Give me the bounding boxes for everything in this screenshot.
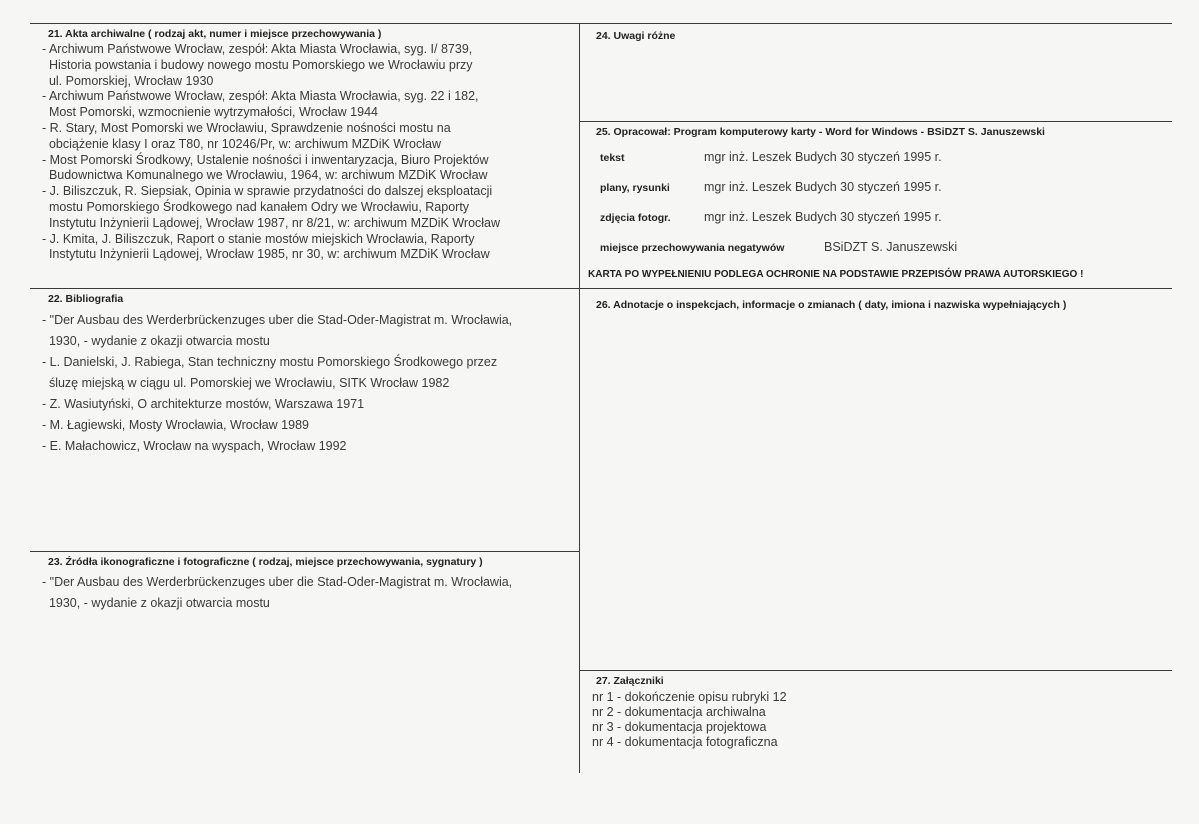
list-item: - L. Danielski, J. Rabiega, Stan techniczny mostu Pomorskiego Środkowego przez [42,355,498,369]
section-21-list [42,42,500,263]
section-26-title: 26. Adnotacje o inspekcjach, informacje o zmianach ( daty, imiona i nazwiska wypełniających ) [596,299,1067,311]
copyright-notice: KARTA PO WYPEŁNIENIU PODLEGA OCHRONIE NA PODSTAWIE PRZEPISÓW PRAWA AUTORSKIEGO ! [588,269,1084,280]
list-item: obciążenie klasy I oraz T80, nr 10246/Pr, w: archiwum MZDiK Wrocław [42,136,441,151]
author-row-text [600,150,942,164]
divider-24-25 [580,121,1172,122]
divider-22-23 [30,551,579,552]
divider-21-22 [30,288,579,289]
list-item: 1930, - wydanie z okazji otwarcia mostu [42,334,270,348]
list-item: nr 2 - dokumentacja archiwalna [592,705,766,719]
author-row-label: plany, rysunki [600,182,670,194]
negatives-row [600,240,957,254]
author-row-label: zdjęcia fotogr. [600,212,671,224]
section-22-list [42,310,512,457]
center-divider [579,23,580,773]
list-item: - Archiwum Państwowe Wrocław, zespół: Akta Miasta Wrocławia, syg. I/ 8739, [42,42,473,56]
page-bottom-edge [0,824,1199,838]
list-item: - Most Pomorski Środkowy, Ustalenie nośności i inwentaryzacja, Biuro Projektów [42,152,489,167]
author-row-value: mgr inż. Leszek Budych 30 styczeń 1995 r. [704,180,942,194]
list-item: - R. Stary, Most Pomorski we Wrocławiu, Sprawdzenie nośności mostu na [42,120,451,135]
section-22-title: 22. Bibliografia [48,293,124,305]
list-item: - E. Małachowicz, Wrocław na wyspach, Wrocław 1992 [42,439,347,453]
list-item: 1930, - wydanie z okazji otwarcia mostu [42,596,270,610]
list-item: Budownictwa Komunalnego we Wrocławiu, 1964, w: archiwum MZDiK Wrocław [42,168,488,183]
section-21-title: 21. Akta archiwalne ( rodzaj akt, numer i miejsce przechowywania ) [48,28,382,40]
author-row-label: tekst [600,152,625,164]
list-item: Instytutu Inżynierii Lądowej, Wrocław 1987, nr 8/21, w: archiwum MZDiK Wrocław [42,215,501,230]
section-23-list [42,572,512,614]
list-item: - M. Łagiewski, Mosty Wrocławia, Wrocław 1989 [42,418,309,432]
list-item: śluzę miejską w ciągu ul. Pomorskiej we Wrocławiu, SITK Wrocław 1982 [42,376,450,390]
list-item: mostu Pomorskiego Środkowego nad kanałem Odry we Wrocławiu, Raporty [42,199,470,214]
section-23-title: 23. Źródła ikonograficzne i fotograficzne ( rodzaj, miejsce przechowywania, sygnatury ) [48,556,483,568]
list-item: - J. Kmita, J. Biliszczuk, Raport o stanie mostów miejskich Wrocławia, Raporty [42,231,475,246]
negatives-label: miejsce przechowywania negatywów [600,242,785,254]
top-rule [30,23,1172,24]
author-row-plans [600,180,942,194]
list-item: nr 3 - dokumentacja projektowa [592,720,767,734]
author-row-value: mgr inż. Leszek Budych 30 styczeń 1995 r. [704,150,942,164]
list-item: - "Der Ausbau des Werderbrückenzuges uber die Stad-Oder-Magistrat m. Wrocławia, [42,313,513,327]
list-item: Most Pomorski, wzmocnienie wytrzymałości, Wrocław 1944 [42,105,378,120]
negatives-value: BSiDZT S. Januszewski [824,240,958,254]
list-item: nr 1 - dokończenie opisu rubryki 12 [592,690,787,704]
author-row-value: mgr inż. Leszek Budych 30 styczeń 1995 r. [704,210,942,224]
section-24-title: 24. Uwagi różne [596,30,676,42]
author-row-photos [600,210,942,224]
list-item: - Z. Wasiutyński, O architekturze mostów, Warszawa 1971 [42,397,365,411]
section-25-title: 25. Opracował: Program komputerowy karty - Word for Windows - BSiDZT S. Januszewski [596,126,1045,138]
list-item: ul. Pomorskiej, Wrocław 1930 [42,73,214,88]
section-27-title: 27. Załączniki [596,675,664,687]
list-item: - J. Biliszczuk, R. Siepsiak, Opinia w sprawie przydatności do dalszej eksploatacji [42,184,493,199]
list-item: - Archiwum Państwowe Wrocław, zespół: Akta Miasta Wrocławia, syg. 22 i 182, [42,89,479,104]
divider-26-27 [580,670,1172,671]
list-item: Instytutu Inżynierii Lądowej, Wrocław 1985, nr 30, w: archiwum MZDiK Wrocław [42,247,490,262]
list-item: - "Der Ausbau des Werderbrückenzuges uber die Stad-Oder-Magistrat m. Wrocławia, [42,575,513,589]
list-item: Historia powstania i budowy nowego mostu Pomorskiego we Wrocławiu przy [42,57,473,72]
list-item: nr 4 - dokumentacja fotograficzna [592,735,778,749]
divider-25-26 [580,288,1172,289]
section-27-list [592,690,787,750]
